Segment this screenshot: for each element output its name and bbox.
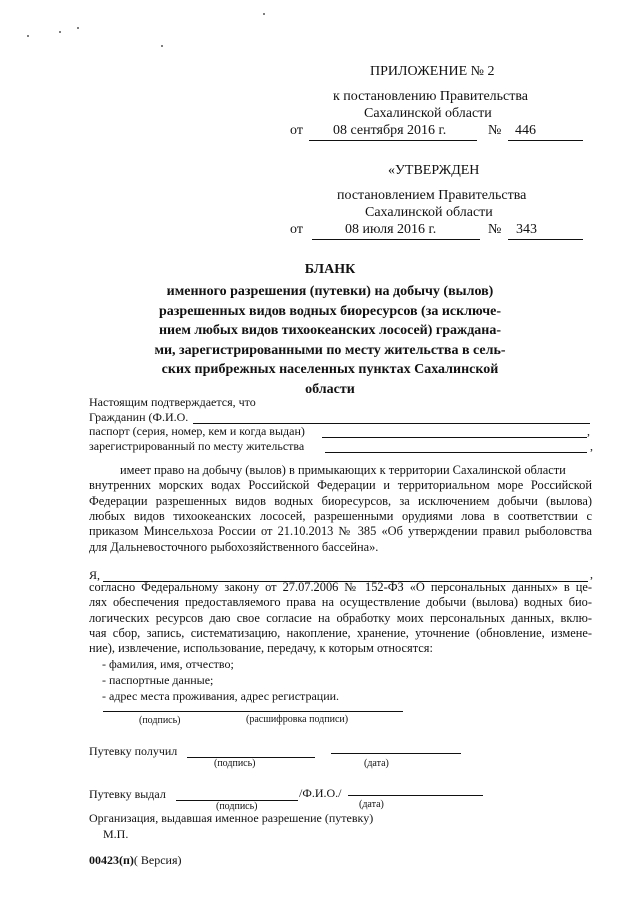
scan-speck (27, 35, 29, 37)
registered-label: зарегистрированный по месту жительства (89, 439, 305, 453)
approval-date-underline (312, 239, 480, 240)
form-code-number: 00423(п) (89, 853, 134, 867)
rights-line: любых видов тихоокеанских лососей, разрешенными орудиями лова в соответствии с (89, 508, 592, 523)
approval-number: 343 (516, 222, 537, 237)
form-heading: БЛАНК (304, 262, 356, 277)
approval-number-label: № (488, 222, 502, 237)
approval-date: 08 июля 2016 г. (345, 222, 437, 237)
rights-line: приказом Минсельхоза России от 21.10.2013 № 385 «Об утверждении правил рыболовства (89, 524, 592, 539)
issued-label: Путевку выдал (89, 787, 166, 801)
approval-from-label: от (290, 222, 303, 237)
rights-line: имеет право на добычу (вылов) в примыкающих к территории Сахалинской области (120, 463, 566, 477)
consent-line: ние), извлечение, использование, передачу, к которым относятся: (89, 641, 433, 656)
consent-signature-label: (подпись) (139, 715, 181, 726)
approval-line-2: Сахалинской области (365, 205, 493, 220)
approval-line-1: постановлением Правительства (337, 188, 527, 203)
resolution-line-1: к постановлению Правительства (333, 89, 529, 104)
rights-line: для Дальневосточного рыбохозяйственного бассейна». (89, 539, 379, 554)
from-label: от (290, 123, 303, 138)
consent-item: - фамилия, имя, отчество; (102, 657, 234, 671)
form-title-line: ских прибрежных населенных пунктах Сахалинской (161, 362, 499, 377)
consent-item: - адрес места проживания, адрес регистрации. (102, 689, 340, 703)
received-date-label: (дата) (364, 758, 389, 769)
rights-line: Федерации разрешенных видов водных биоресурсов, за исключением добычи (вылова) (89, 493, 592, 508)
scan-speck (263, 13, 265, 15)
consent-comma: , (590, 567, 593, 581)
consent-line: чая сбор, запись, систематизацию, накопление, хранение, уточнение (обновление, измене- (89, 625, 592, 640)
org-label: Организация, выдавшая именное разрешение (путевку) (89, 811, 374, 825)
issued-signature-label: (подпись) (216, 801, 258, 812)
scan-speck (77, 27, 79, 29)
registration-field[interactable] (325, 452, 587, 453)
form-title-line: области (305, 381, 355, 397)
issued-fio: /Ф.И.О./ (299, 786, 342, 800)
scan-speck (161, 45, 163, 47)
passport-field[interactable] (322, 437, 587, 438)
consent-decode-label: (расшифровка подписи) (246, 714, 349, 725)
resolution-date: 08 сентября 2016 г. (333, 123, 447, 138)
consent-i: Я, (89, 568, 101, 582)
consent-signature-field[interactable] (103, 711, 403, 712)
passport-comma: , (587, 424, 590, 438)
appendix-title: ПРИЛОЖЕНИЕ № 2 (370, 64, 495, 79)
form-code (89, 853, 182, 868)
approval-number-underline (508, 239, 583, 240)
received-signature-label: (подпись) (214, 758, 256, 769)
issued-date-label: (дата) (359, 799, 384, 810)
number-underline (508, 140, 583, 141)
resolution-number: 446 (515, 123, 536, 138)
registered-comma: , (590, 439, 593, 453)
form-title-line: нием любых видов тихоокеанских лососей) граждана- (158, 323, 502, 338)
resolution-line-2: Сахалинской области (364, 106, 492, 121)
number-label: № (488, 123, 502, 138)
scan-speck (59, 31, 61, 33)
stamp-label: М.П. (103, 827, 129, 841)
rights-line: внутренних морских водах Российской Федерации и территориальном море Российской (89, 478, 592, 493)
form-title-line: разрешенных видов водных биоресурсов (за исключе- (159, 303, 501, 319)
consent-line: согласно Федеральному закону от 27.07.2006 № 152-ФЗ «О персональных данных» в це- (89, 580, 592, 594)
approved-label: «УТВЕРЖДЕН (388, 163, 480, 178)
confirm-text: Настоящим подтверждается, что (89, 395, 256, 409)
consent-item: - паспортные данные; (102, 673, 214, 687)
received-label: Путевку получил (89, 744, 178, 758)
form-title-line: именного разрешения (путевки) на добычу (вылов) (166, 284, 494, 299)
passport-label: паспорт (серия, номер, кем и когда выдан) (89, 424, 305, 438)
received-date-field[interactable] (331, 753, 461, 754)
date-underline (309, 140, 477, 141)
form-version: ( Версия) (133, 853, 182, 867)
form-title-line: ми, зарегистрированными по месту жительства в сель- (154, 342, 506, 358)
citizen-label: Гражданин (Ф.И.О. (89, 410, 189, 424)
issued-date-field[interactable] (348, 795, 483, 796)
consent-line: лях обеспечения предоставляемого права на осуществление добычи (вылова) водных био- (89, 595, 592, 610)
consent-line: логических ресурсов даю свое согласие на обработку моих персональных данных, вклю- (89, 610, 592, 625)
